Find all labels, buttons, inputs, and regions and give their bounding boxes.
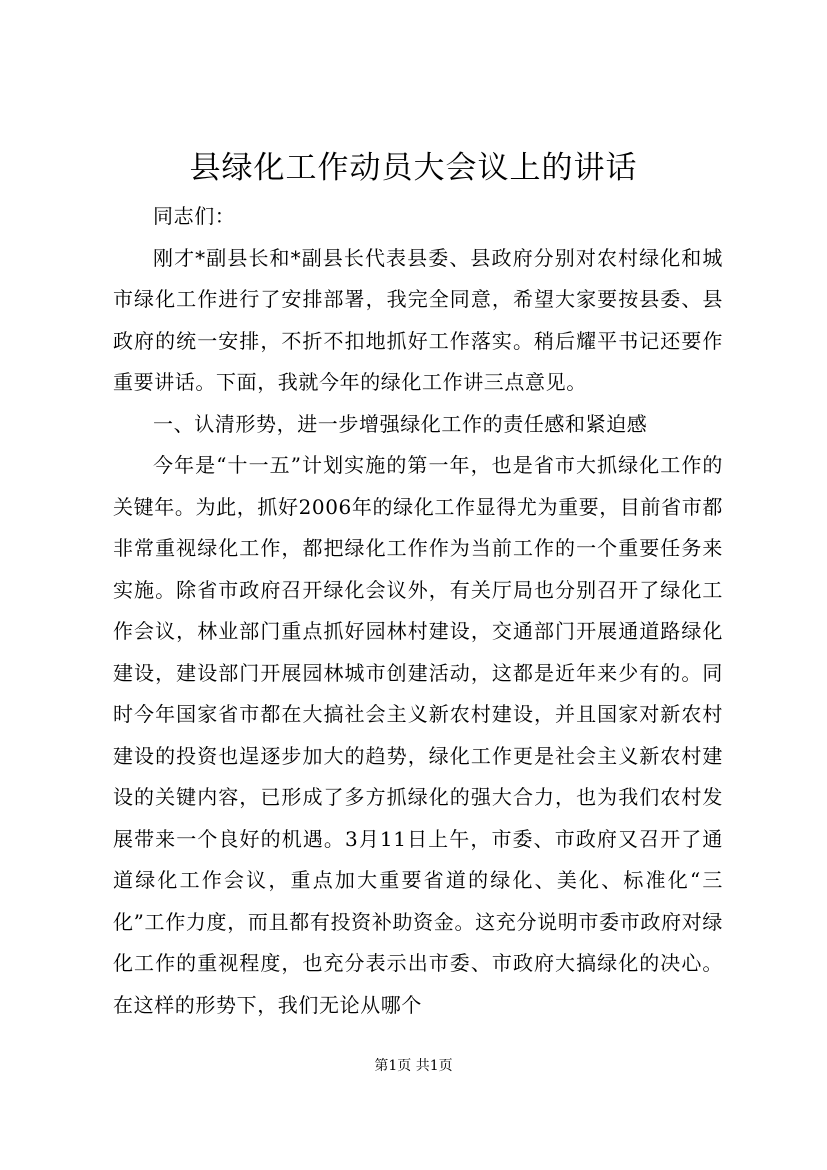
salutation-paragraph: 同志们： (153, 204, 236, 228)
page-footer: 第1页 共1页 (374, 1058, 453, 1074)
section-heading: 一、认清形势，进一步增强绿化工作的责任感和紧迫感 (153, 411, 648, 436)
intro-paragraph: 刚才*副县长和*副县长代表县委、县政府分别对农村绿化和城市绿化工作进行了安排部署，我完全同意，希望大家要按县委、县政府的统一安排，不折不扣地抓好工作落实。稍后耀平书记还要作重要讲话。下面，我就今年的绿化工作讲三点意见。 (113, 245, 723, 394)
document-title: 县绿化工作动员大会议上的讲话 (189, 150, 638, 186)
document-body (113, 196, 723, 1026)
body-paragraph: 今年是“十一五”计划实施的第一年，也是省市大抓绿化工作的关键年。为此，抓好2006年的绿化工作显得尤为重要，目前省市都非常重视绿化工作，都把绿化工作作为当前工作的一个重要任务来实施。除省市政府召开绿化会议外，有关厅局也分别召开了绿化工作会议，林业部门重点抓好园林村建设，交通部门开展通道路绿化建设，建设部门开展园林城市创建活动，这都是近年来少有的。同时今年国家省市都在大搞社会主义新农村建设，并且国家对新农村建设的投资也逞逐步加大的趋势，绿化工作更是社会主义新农村建设的关键内容，已形成了多方抓绿化的强大合力，也为我们农村发展带来一个良好的机遇。3月11日上午，市委、市政府又召开了通道绿化工作会议，重点加大重要省道的绿化、美化、标准化“三化”工作力度，而且都有投资补助资金。这充分说明市委市政府对绿化工作的重视程度，也充分表示出市委、市政府大搞绿化的决心。在这样的形势下，我们无论从哪个 (113, 453, 723, 1017)
